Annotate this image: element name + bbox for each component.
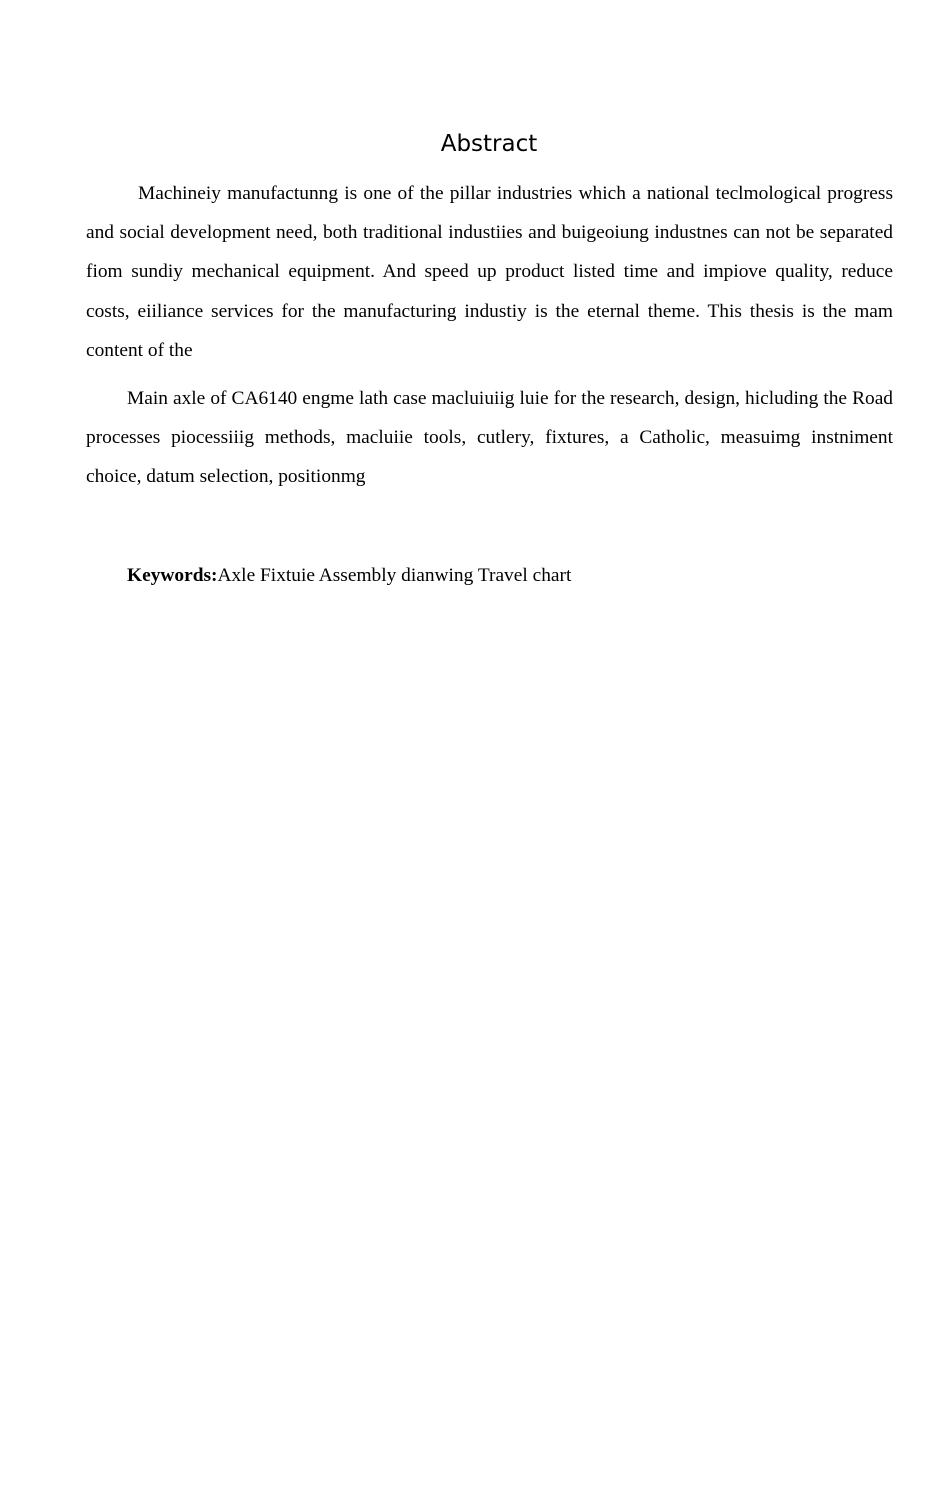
keywords-label: Keywords: — [127, 565, 218, 586]
abstract-paragraph-1: Machineiy manufactunng is one of the pillar industries which a national teclmological progress and social development need, both traditional industiies and buigeoiung industnes can not be separated fiom sundiy mechanical equipment. And speed up product listed time and impiove quality, reduce costs, eiiliance services for the manufacturing industiy is the eternal theme. This thesis is the mam content of the — [86, 183, 893, 361]
abstract-paragraph-2: Main axle of CA6140 engme lath case macluiuiig luie for the research, design, hicluding the Road processes piocessiiig methods, macluiie tools, cutlery, fixtures, a Catholic, measuimg instniment choice, datum selection, positionmg — [86, 388, 893, 488]
abstract-title: Abstract — [440, 131, 538, 157]
keywords-value: Axle Fixtuie Assembly dianwing Travel chart — [217, 565, 572, 586]
keywords-line — [127, 556, 571, 595]
